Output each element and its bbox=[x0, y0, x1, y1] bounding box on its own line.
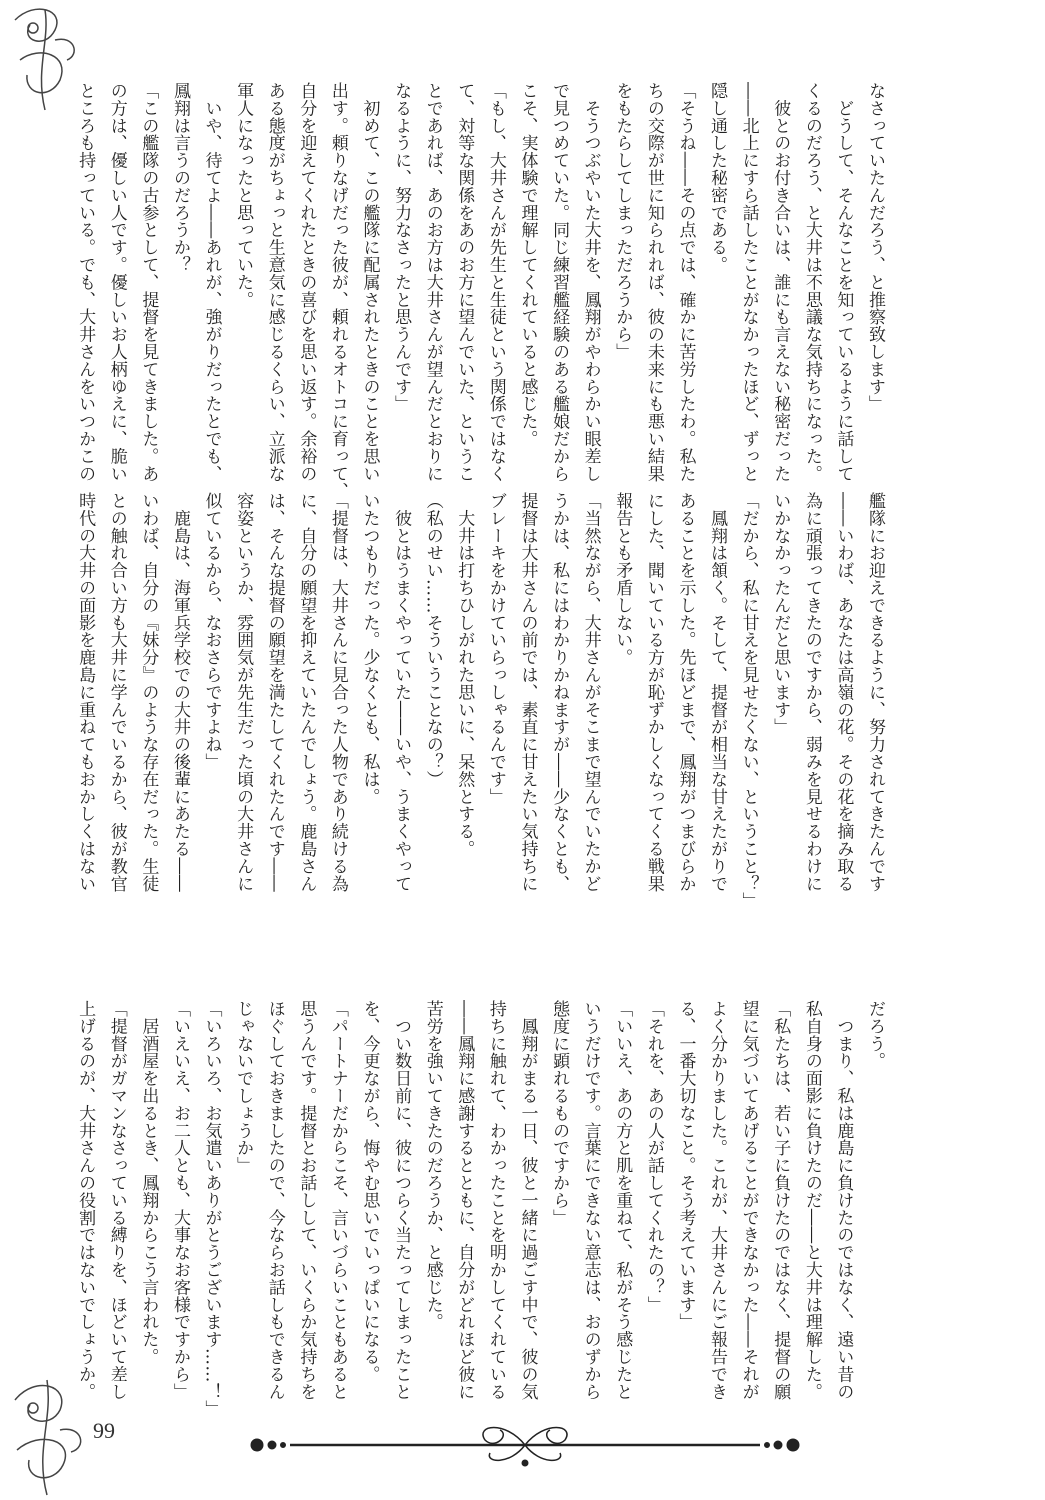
text-column: いうだけです。言葉にできない意志は、おのずから bbox=[580, 1000, 601, 1401]
text-column: ちの交際が世に知られれば、彼の未来にも悪い結果 bbox=[643, 82, 664, 483]
text-column: 「提督は、大井さんに見合った人物であり続ける為 bbox=[327, 492, 348, 893]
text-column: ほぐしておきましたので、今ならお話しもできるん bbox=[264, 1000, 285, 1401]
text-column: 居酒屋を出るとき、鳳翔からこう言われた。 bbox=[138, 1000, 159, 1366]
text-column: ――鳳翔に感謝するとともに、自分がどれほど彼に bbox=[454, 1000, 475, 1401]
text-column: 「もし、大井さんが先生と生徒という関係ではなく bbox=[485, 82, 506, 483]
text-column: 上げるのが、大井さんの役割ではないでしょうか。 bbox=[75, 1000, 96, 1401]
text-column: 「いろいろ、お気遣いありがとうございます……！」 bbox=[201, 1000, 222, 1418]
text-column: 容姿というか、雰囲気が先生だった頃の大井さんに bbox=[233, 492, 254, 893]
text-column: 軍人になったと思っていた。 bbox=[233, 82, 254, 309]
text-column: 隠し通した秘密である。 bbox=[707, 82, 728, 274]
text-column: を、今更ながら、悔やむ思いでいっぱいになる。 bbox=[359, 1000, 380, 1383]
text-column: よく分かりました。これが、大井さんにご報告でき bbox=[707, 1000, 728, 1401]
text-column: 為に頑張ってきたのですから、弱みを見せるわけに bbox=[801, 492, 822, 893]
text-column: る、一番大切なこと。そう考えています」 bbox=[675, 1000, 696, 1331]
text-column: 彼とのお付き合いは、誰にも言えない秘密だった bbox=[770, 82, 791, 483]
text-column: をもたらしてしまっただろうから」 bbox=[612, 82, 633, 361]
text-column: ブレーキをかけていらっしゃるんです」 bbox=[485, 492, 506, 806]
text-column: 「いえいえ、お二人とも、大事なお客様ですから」 bbox=[169, 1000, 190, 1401]
text-tier-bottom bbox=[69, 1000, 890, 1418]
footer-divider-ornament bbox=[245, 1415, 805, 1475]
text-column: 「提督がガマンなさっている縛りを、ほどいて差し bbox=[106, 1000, 127, 1401]
text-column: に、自分の願望を抑えていたんでしょう。鹿島さん bbox=[296, 492, 317, 893]
text-column: で見つめていた。同じ練習艦経験のある艦娘だから bbox=[549, 82, 570, 483]
text-column: 苦労を強いてきたのだろうか、と感じた。 bbox=[422, 1000, 443, 1331]
text-column: 望に気づいてあげることができなかった――それが bbox=[738, 1000, 759, 1401]
text-column: にした、聞いている方が恥ずかしくなってくる戦果 bbox=[643, 492, 664, 893]
text-column: なるように、努力なさったと思うんです」 bbox=[391, 82, 412, 413]
text-column: 報告とも矛盾しない。 bbox=[612, 492, 633, 666]
text-column: 持ちに触れて、わかったことを明かしてくれている bbox=[485, 1000, 506, 1401]
text-column: 「当然ながら、大井さんがそこまで望んでいたかど bbox=[580, 492, 601, 893]
text-column: の方は、優しい人です。優しいお人柄ゆえに、脆い bbox=[106, 82, 127, 483]
text-column: とであれば、あのお方は大井さんが望んだとおりに bbox=[422, 82, 443, 483]
text-column: 時代の大井の面影を鹿島に重ねてもおかしくはない bbox=[75, 492, 96, 893]
text-column: 思うんです。提督とお話しして、いくらか気持ちを bbox=[296, 1000, 317, 1401]
text-column: じゃないでしょうか」 bbox=[233, 1000, 254, 1174]
text-column: 「そうね――その点では、確かに苦労したわ。私た bbox=[675, 82, 696, 483]
text-column: なさっていたんだろう、と推察致します」 bbox=[865, 82, 885, 413]
text-column: 「パートナーだからこそ、言いづらいこともあると bbox=[327, 1000, 348, 1401]
text-tier-top bbox=[69, 82, 890, 500]
text-column: 「私たちは、若い子に負けたのではなく、提督の願 bbox=[770, 1000, 791, 1401]
text-column: つい数日前に、彼につらく当たってしまったこと bbox=[391, 1000, 412, 1401]
text-column: 自分を迎えてくれたときの喜びを思い返す。余裕の bbox=[296, 82, 317, 483]
text-column: 「それを、あの人が話してくれたの？」 bbox=[643, 1000, 664, 1314]
text-column: 彼とはうまくやっていた――いや、うまくやって bbox=[391, 492, 412, 893]
text-tier-middle bbox=[69, 492, 890, 910]
text-column: 「この艦隊の古参として、提督を見てきました。あ bbox=[138, 82, 159, 483]
text-column: 艦隊にお迎えできるように、努力されてきたんです bbox=[865, 492, 885, 893]
text-column: との触れ合い方も大井に学んでいるから、彼が教官 bbox=[106, 492, 127, 893]
text-column: 鹿島は、海軍兵学校での大井の後輩にあたる―― bbox=[169, 492, 190, 893]
text-column: 出す。頼りなげだった彼が、頼れるオトコに育って、 bbox=[327, 82, 348, 500]
text-column: ――いわば、あなたは高嶺の花。その花を摘み取る bbox=[833, 492, 854, 893]
text-column: こそ、実体験で理解してくれていると感じた。 bbox=[517, 82, 538, 448]
text-column: いわば、自分の『妹分』のような存在だった。生徒 bbox=[138, 492, 159, 893]
text-column: ところも持っている。でも、大井さんをいつかこの bbox=[75, 82, 96, 483]
text-column: あることを示した。先ほどまで、鳳翔がつまびらか bbox=[675, 492, 696, 893]
text-column: 鳳翔がまる一日、彼と一緒に過ごす中で、彼の気 bbox=[517, 1000, 538, 1401]
text-column: 提督は大井さんの前では、素直に甘えたい気持ちに bbox=[517, 492, 538, 893]
text-column: ある態度がちょっと生意気に感じるくらい、立派な bbox=[264, 82, 285, 483]
text-column: いたつもりだった。少なくとも、私は。 bbox=[359, 492, 380, 806]
text-column: そうつぶやいた大井を、鳳翔がやわらかい眼差し bbox=[580, 82, 601, 483]
text-column: 鳳翔は言うのだろうか？ bbox=[169, 82, 190, 274]
text-column: いかなかったんだと思います」 bbox=[770, 492, 791, 736]
text-column: いや、待てよ――あれが、強がりだったとでも、 bbox=[201, 82, 222, 483]
text-column: 「いいえ、あの方と肌を重ねて、私がそう感じたと bbox=[612, 1000, 633, 1401]
text-column: どうして、そんなことを知っているように話して bbox=[833, 82, 854, 483]
text-column: 私自身の面影に負けたのだ――と大井は理解した。 bbox=[801, 1000, 822, 1401]
text-column: つまり、私は鹿島に負けたのではなく、遠い昔の bbox=[833, 1000, 854, 1401]
text-column: ――北上にすら話したことがなかったほど、ずっと bbox=[738, 82, 759, 483]
text-column: だろう。 bbox=[865, 1000, 885, 1070]
text-column: （私のせい……そういうことなの？） bbox=[422, 492, 443, 788]
text-column: 鳳翔は頷く。そして、提督が相当な甘えたがりで bbox=[707, 492, 728, 893]
page-number: 99 bbox=[93, 1418, 115, 1443]
text-column: 「だから、私に甘えを見せたくない、ということ？」 bbox=[738, 492, 759, 910]
text-column: 大井は打ちひしがれた思いに、呆然とする。 bbox=[454, 492, 475, 858]
text-column: うかは、私にはわかりかねますが――少なくとも、 bbox=[549, 492, 570, 893]
text-column: 初めて、この艦隊に配属されたときのことを思い bbox=[359, 82, 380, 483]
text-column: 態度に顕れるものですから」 bbox=[549, 1000, 570, 1227]
text-column: は、そんな提督の願望を満たしてくれたんです―― bbox=[264, 492, 285, 893]
text-column: くるのだろう、と大井は不思議な気持ちになった。 bbox=[801, 82, 822, 483]
text-column: て、対等な関係をあのお方に望んでいた、というこ bbox=[454, 82, 475, 483]
text-column: 似ているから、なおさらですよね」 bbox=[201, 492, 222, 771]
